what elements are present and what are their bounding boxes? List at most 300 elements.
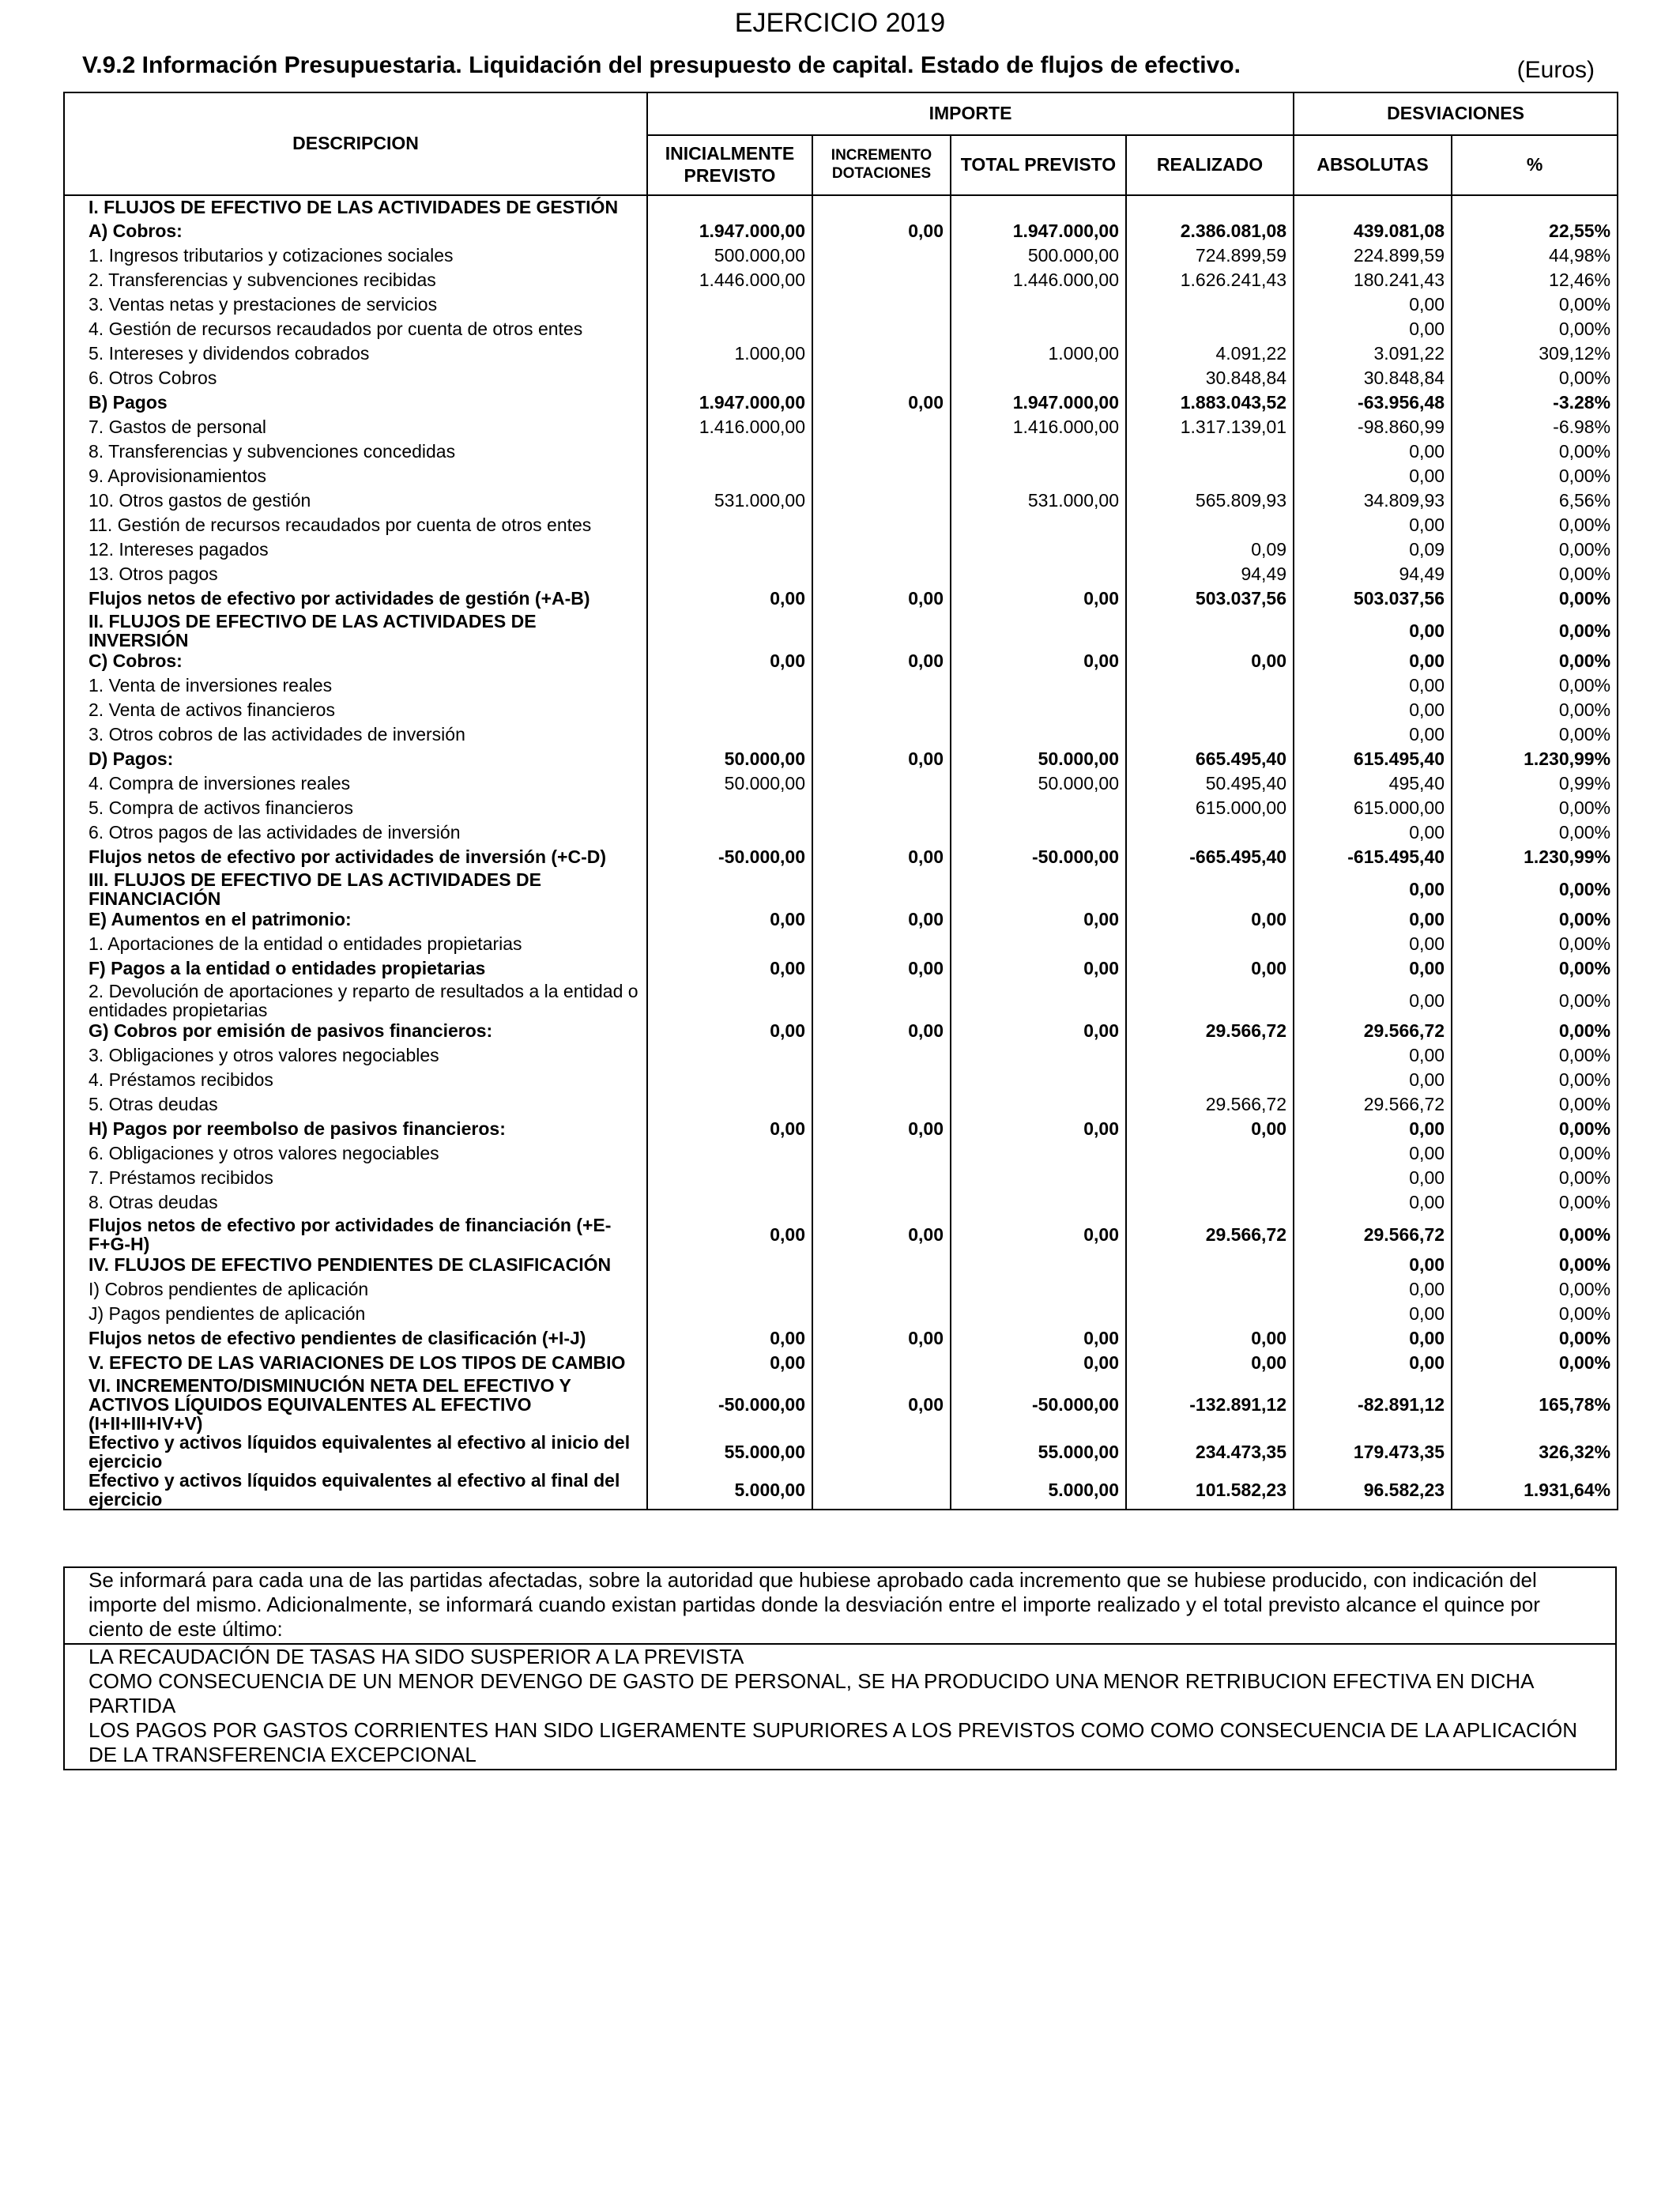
cell-c2 [812, 538, 951, 563]
cell-c1: 1.416.000,00 [647, 416, 812, 440]
cell-c4: 30.848,84 [1126, 367, 1294, 391]
table-row [64, 1191, 1618, 1216]
cell-c6: 0,00% [1452, 797, 1618, 821]
cell-c1: 50.000,00 [647, 748, 812, 772]
table-row [64, 612, 1618, 650]
table-row [64, 1253, 1618, 1278]
cell-c2: 0,00 [812, 748, 951, 772]
cell-c4 [1126, 318, 1294, 342]
cell-c2: 0,00 [812, 587, 951, 612]
row-description: 1. Venta de inversiones reales [64, 674, 647, 699]
cell-c3: 0,00 [951, 587, 1126, 612]
row-description: 2. Venta de activos financieros [64, 699, 647, 723]
cell-c4: 0,00 [1126, 1351, 1294, 1376]
cell-c6: 0,00% [1452, 1020, 1618, 1044]
table-row [64, 1471, 1618, 1510]
cell-c2 [812, 982, 951, 1020]
cell-c1: -50.000,00 [647, 1376, 812, 1433]
cell-c6: 309,12% [1452, 342, 1618, 367]
cell-c3 [951, 1302, 1126, 1327]
row-description: 6. Obligaciones y otros valores negociables [64, 1142, 647, 1167]
cell-c2: 0,00 [812, 391, 951, 416]
row-description: Efectivo y activos líquidos equivalentes al efectivo al final del ejercicio [64, 1471, 647, 1510]
cell-c3 [951, 870, 1126, 908]
cell-c2 [812, 612, 951, 650]
table-row [64, 846, 1618, 870]
cell-c4 [1126, 465, 1294, 489]
cell-c6: 12,46% [1452, 269, 1618, 293]
cell-c5: 224.899,59 [1294, 244, 1452, 269]
cell-c2 [812, 1302, 951, 1327]
cell-c3: 5.000,00 [951, 1471, 1126, 1510]
cell-c6: 0,00% [1452, 870, 1618, 908]
row-description: 11. Gestión de recursos recaudados por cuenta de otros entes [64, 514, 647, 538]
cell-c6 [1452, 195, 1618, 220]
table-row [64, 538, 1618, 563]
cell-c6: -6.98% [1452, 416, 1618, 440]
row-description: 13. Otros pagos [64, 563, 647, 587]
cell-c3: -50.000,00 [951, 846, 1126, 870]
cell-c4: 94,49 [1126, 563, 1294, 587]
cell-c5 [1294, 195, 1452, 220]
cell-c5: 180.241,43 [1294, 269, 1452, 293]
table-row [64, 465, 1618, 489]
table-row [64, 1433, 1618, 1471]
table-row [64, 1044, 1618, 1069]
cell-c3 [951, 293, 1126, 318]
table-row [64, 195, 1618, 220]
table-row [64, 650, 1618, 674]
row-description: 1. Aportaciones de la entidad o entidades propietarias [64, 933, 647, 957]
cell-c6: 0,00% [1452, 440, 1618, 465]
row-description: IV. FLUJOS DE EFECTIVO PENDIENTES DE CLASIFICACIÓN [64, 1253, 647, 1278]
cell-c5: 34.809,93 [1294, 489, 1452, 514]
cell-c4 [1126, 514, 1294, 538]
cell-c2 [812, 293, 951, 318]
cell-c6: -3.28% [1452, 391, 1618, 416]
table-row [64, 244, 1618, 269]
cell-c3: 50.000,00 [951, 748, 1126, 772]
cell-c5: 0,00 [1294, 1118, 1452, 1142]
cell-c1: 0,00 [647, 908, 812, 933]
cell-c5: 0,00 [1294, 465, 1452, 489]
cell-c2: 0,00 [812, 1327, 951, 1351]
cell-c5: 0,00 [1294, 821, 1452, 846]
cell-c6: 22,55% [1452, 220, 1618, 244]
cell-c1 [647, 318, 812, 342]
cell-c4 [1126, 1167, 1294, 1191]
cell-c5: 0,00 [1294, 1191, 1452, 1216]
col-header-desviaciones: DESVIACIONES [1294, 92, 1618, 135]
row-description: C) Cobros: [64, 650, 647, 674]
cell-c4: 0,00 [1126, 908, 1294, 933]
table-row [64, 367, 1618, 391]
cell-c1: 1.000,00 [647, 342, 812, 367]
row-description: 2. Transferencias y subvenciones recibidas [64, 269, 647, 293]
cell-c6: 0,00% [1452, 821, 1618, 846]
row-description: 9. Aprovisionamientos [64, 465, 647, 489]
table-row [64, 908, 1618, 933]
cell-c5: -63.956,48 [1294, 391, 1452, 416]
cell-c6: 0,00% [1452, 318, 1618, 342]
cell-c5: 0,00 [1294, 293, 1452, 318]
cell-c1: 5.000,00 [647, 1471, 812, 1510]
cell-c5: 0,00 [1294, 933, 1452, 957]
table-row [64, 293, 1618, 318]
cell-c3 [951, 1278, 1126, 1302]
cell-c3 [951, 514, 1126, 538]
cell-c1 [647, 1253, 812, 1278]
table-row [64, 489, 1618, 514]
cell-c6: 0,00% [1452, 674, 1618, 699]
cell-c1: 0,00 [647, 587, 812, 612]
cell-c1 [647, 1167, 812, 1191]
table-row [64, 587, 1618, 612]
cell-c1: 0,00 [647, 957, 812, 982]
cell-c4: 1.883.043,52 [1126, 391, 1294, 416]
table-row [64, 1351, 1618, 1376]
cell-c1 [647, 612, 812, 650]
row-description: 4. Préstamos recibidos [64, 1069, 647, 1093]
cell-c4: 503.037,56 [1126, 587, 1294, 612]
cell-c1: 1.947.000,00 [647, 391, 812, 416]
cell-c4: 0,00 [1126, 1327, 1294, 1351]
cell-c2 [812, 1433, 951, 1471]
cell-c3 [951, 1167, 1126, 1191]
row-description: 4. Gestión de recursos recaudados por cuenta de otros entes [64, 318, 647, 342]
cell-c5: 615.000,00 [1294, 797, 1452, 821]
col-header-realizado: REALIZADO [1126, 135, 1294, 195]
col-header-inicialmente-previsto: INICIALMENTE PREVISTO [647, 135, 812, 195]
cell-c3: 0,00 [951, 1118, 1126, 1142]
cell-c5: 29.566,72 [1294, 1093, 1452, 1118]
cell-c5: 179.473,35 [1294, 1433, 1452, 1471]
cell-c4: 234.473,35 [1126, 1433, 1294, 1471]
cell-c3: 0,00 [951, 1216, 1126, 1253]
col-header-porcentaje: % [1452, 135, 1618, 195]
cell-c1: 500.000,00 [647, 244, 812, 269]
cell-c3 [951, 318, 1126, 342]
cell-c3: 0,00 [951, 957, 1126, 982]
cell-c6: 0,00% [1452, 514, 1618, 538]
row-description: D) Pagos: [64, 748, 647, 772]
cell-c2 [812, 870, 951, 908]
cell-c4: 665.495,40 [1126, 748, 1294, 772]
observation-line: COMO CONSECUENCIA DE UN MENOR DEVENGO DE GASTO DE PERSONAL, SE HA PRODUCIDO UNA MENOR RETRIBUCION EFECTIVA EN DICHA PARTIDA [89, 1669, 1533, 1717]
cell-c4 [1126, 195, 1294, 220]
cell-c3 [951, 723, 1126, 748]
cell-c3: 55.000,00 [951, 1433, 1126, 1471]
cell-c6: 0,00% [1452, 1069, 1618, 1093]
cell-c1 [647, 933, 812, 957]
cell-c3 [951, 797, 1126, 821]
observation-line: LOS PAGOS POR GASTOS CORRIENTES HAN SIDO LIGERAMENTE SUPURIORES A LOS PREVISTOS COMO COMO CONSECUENCIA DE LA APLICACIÓN DE LA TRANSFERENCIA EXCEPCIONAL [89, 1718, 1577, 1766]
cell-c5: 0,00 [1294, 1302, 1452, 1327]
cell-c3 [951, 195, 1126, 220]
cell-c5: 0,00 [1294, 1278, 1452, 1302]
cell-c6: 1.230,99% [1452, 846, 1618, 870]
cell-c4: 2.386.081,08 [1126, 220, 1294, 244]
table-row [64, 821, 1618, 846]
observation-line: LA RECAUDACIÓN DE TASAS HA SIDO SUSPERIOR A LA PREVISTA [89, 1645, 744, 1668]
cell-c6: 0,00% [1452, 1142, 1618, 1167]
page-title: EJERCICIO 2019 [734, 8, 946, 38]
cell-c4 [1126, 1069, 1294, 1093]
cell-c4: 724.899,59 [1126, 244, 1294, 269]
cell-c4: -665.495,40 [1126, 846, 1294, 870]
cell-c4: 0,00 [1126, 1118, 1294, 1142]
cell-c4: -132.891,12 [1126, 1376, 1294, 1433]
cell-c6: 326,32% [1452, 1433, 1618, 1471]
cell-c5: 0,00 [1294, 674, 1452, 699]
cell-c3: 0,00 [951, 650, 1126, 674]
cell-c3 [951, 1069, 1126, 1093]
cell-c5: 30.848,84 [1294, 367, 1452, 391]
row-description: III. FLUJOS DE EFECTIVO DE LAS ACTIVIDADES DE FINANCIACIÓN [64, 870, 647, 908]
cell-c3 [951, 563, 1126, 587]
cell-c2: 0,00 [812, 1118, 951, 1142]
cell-c2: 0,00 [812, 957, 951, 982]
row-description: 3. Obligaciones y otros valores negociables [64, 1044, 647, 1069]
cell-c1: 1.947.000,00 [647, 220, 812, 244]
row-description: 6. Otros pagos de las actividades de inversión [64, 821, 647, 846]
cell-c3: -50.000,00 [951, 1376, 1126, 1433]
cell-c5: 0,00 [1294, 440, 1452, 465]
cell-c2 [812, 772, 951, 797]
cell-c4: 29.566,72 [1126, 1093, 1294, 1118]
cell-c4 [1126, 1142, 1294, 1167]
cell-c6: 0,00% [1452, 1327, 1618, 1351]
table-row [64, 416, 1618, 440]
cell-c4 [1126, 870, 1294, 908]
cell-c3 [951, 1093, 1126, 1118]
cell-c1 [647, 1191, 812, 1216]
row-description: I) Cobros pendientes de aplicación [64, 1278, 647, 1302]
row-description: 8. Transferencias y subvenciones concedidas [64, 440, 647, 465]
cell-c5: 0,00 [1294, 1253, 1452, 1278]
cell-c5: 0,09 [1294, 538, 1452, 563]
cell-c6: 1.230,99% [1452, 748, 1618, 772]
cell-c3: 0,00 [951, 1020, 1126, 1044]
row-description: 7. Gastos de personal [64, 416, 647, 440]
notes-observations [65, 1645, 1615, 1769]
table-row [64, 870, 1618, 908]
table-row [64, 723, 1618, 748]
row-description: 2. Devolución de aportaciones y reparto de resultados a la entidad o entidades propietarias [64, 982, 647, 1020]
cell-c4 [1126, 1191, 1294, 1216]
cell-c1: 0,00 [647, 1216, 812, 1253]
cell-c6: 0,00% [1452, 1216, 1618, 1253]
cell-c6: 0,99% [1452, 772, 1618, 797]
cell-c4: 1.317.139,01 [1126, 416, 1294, 440]
cell-c6: 0,00% [1452, 982, 1618, 1020]
table-row [64, 748, 1618, 772]
cell-c3 [951, 367, 1126, 391]
table-row [64, 391, 1618, 416]
cell-c6: 0,00% [1452, 538, 1618, 563]
cell-c1 [647, 821, 812, 846]
cell-c3: 1.947.000,00 [951, 220, 1126, 244]
cell-c4 [1126, 440, 1294, 465]
table-row [64, 269, 1618, 293]
row-description: I. FLUJOS DE EFECTIVO DE LAS ACTIVIDADES DE GESTIÓN [64, 195, 647, 220]
cell-c6: 0,00% [1452, 587, 1618, 612]
cell-c3: 0,00 [951, 1327, 1126, 1351]
row-description: J) Pagos pendientes de aplicación [64, 1302, 647, 1327]
cell-c2 [812, 723, 951, 748]
cell-c1: -50.000,00 [647, 846, 812, 870]
row-description: 3. Ventas netas y prestaciones de servicios [64, 293, 647, 318]
row-description: 10. Otros gastos de gestión [64, 489, 647, 514]
table-row [64, 220, 1618, 244]
cell-c1: 55.000,00 [647, 1433, 812, 1471]
cell-c2 [812, 489, 951, 514]
cell-c2 [812, 1471, 951, 1510]
cell-c2 [812, 367, 951, 391]
cell-c5: 0,00 [1294, 1167, 1452, 1191]
cell-c5: 0,00 [1294, 1351, 1452, 1376]
table-row [64, 1069, 1618, 1093]
cell-c3 [951, 1044, 1126, 1069]
cell-c6: 0,00% [1452, 1278, 1618, 1302]
cell-c3 [951, 440, 1126, 465]
cell-c1 [647, 538, 812, 563]
cell-c2 [812, 563, 951, 587]
cell-c3 [951, 612, 1126, 650]
cell-c4 [1126, 674, 1294, 699]
cell-c1 [647, 440, 812, 465]
table-row [64, 1167, 1618, 1191]
row-description: V. EFECTO DE LAS VARIACIONES DE LOS TIPOS DE CAMBIO [64, 1351, 647, 1376]
cell-c6: 0,00% [1452, 957, 1618, 982]
cell-c5: 0,00 [1294, 1044, 1452, 1069]
cell-c5: 0,00 [1294, 612, 1452, 650]
cell-c1 [647, 1093, 812, 1118]
cell-c5: 29.566,72 [1294, 1020, 1452, 1044]
cell-c1 [647, 514, 812, 538]
cell-c6: 1.931,64% [1452, 1471, 1618, 1510]
cell-c3: 1.000,00 [951, 342, 1126, 367]
cell-c6: 0,00% [1452, 1118, 1618, 1142]
row-description: 8. Otras deudas [64, 1191, 647, 1216]
cell-c6: 0,00% [1452, 1302, 1618, 1327]
row-description: Flujos netos de efectivo por actividades de financiación (+E-F+G-H) [64, 1216, 647, 1253]
table-row [64, 933, 1618, 957]
cell-c2 [812, 797, 951, 821]
cell-c6: 44,98% [1452, 244, 1618, 269]
cell-c2 [812, 416, 951, 440]
cell-c5: 615.495,40 [1294, 748, 1452, 772]
cell-c5: 495,40 [1294, 772, 1452, 797]
cell-c5: 0,00 [1294, 514, 1452, 538]
cell-c4 [1126, 821, 1294, 846]
cell-c6: 0,00% [1452, 563, 1618, 587]
table-row [64, 1216, 1618, 1253]
cell-c2: 0,00 [812, 1216, 951, 1253]
cell-c6: 6,56% [1452, 489, 1618, 514]
cell-c2 [812, 1044, 951, 1069]
cell-c3: 500.000,00 [951, 244, 1126, 269]
cell-c2 [812, 1351, 951, 1376]
row-description: Flujos netos de efectivo pendientes de clasificación (+I-J) [64, 1327, 647, 1351]
cell-c2: 0,00 [812, 650, 951, 674]
cell-c1: 0,00 [647, 1351, 812, 1376]
cell-c4 [1126, 1253, 1294, 1278]
cell-c4: 29.566,72 [1126, 1216, 1294, 1253]
row-description: Flujos netos de efectivo por actividades de gestión (+A-B) [64, 587, 647, 612]
cell-c5: 0,00 [1294, 650, 1452, 674]
table-row [64, 342, 1618, 367]
cell-c5: 0,00 [1294, 982, 1452, 1020]
cell-c5: 0,00 [1294, 1142, 1452, 1167]
cell-c3: 0,00 [951, 1351, 1126, 1376]
row-description: A) Cobros: [64, 220, 647, 244]
cell-c2 [812, 514, 951, 538]
cell-c1 [647, 699, 812, 723]
cell-c2 [812, 1278, 951, 1302]
cell-c3 [951, 982, 1126, 1020]
cell-c1: 0,00 [647, 650, 812, 674]
cell-c6: 0,00% [1452, 908, 1618, 933]
cell-c1 [647, 674, 812, 699]
cell-c2 [812, 195, 951, 220]
cell-c2 [812, 1167, 951, 1191]
table-row [64, 440, 1618, 465]
cell-c6: 165,78% [1452, 1376, 1618, 1433]
cell-c5: -98.860,99 [1294, 416, 1452, 440]
cell-c6: 0,00% [1452, 933, 1618, 957]
cell-c3 [951, 933, 1126, 957]
cell-c5: 94,49 [1294, 563, 1452, 587]
cell-c3: 1.416.000,00 [951, 416, 1126, 440]
cell-c5: 96.582,23 [1294, 1471, 1452, 1510]
cell-c5: -82.891,12 [1294, 1376, 1452, 1433]
col-header-descripcion: DESCRIPCION [64, 92, 647, 195]
cell-c5: -615.495,40 [1294, 846, 1452, 870]
cell-c2 [812, 342, 951, 367]
cell-c1 [647, 1069, 812, 1093]
cell-c6: 0,00% [1452, 293, 1618, 318]
cell-c5: 0,00 [1294, 908, 1452, 933]
cell-c1 [647, 563, 812, 587]
row-description: 4. Compra de inversiones reales [64, 772, 647, 797]
cell-c3: 1.947.000,00 [951, 391, 1126, 416]
cell-c3 [951, 1253, 1126, 1278]
cell-c3: 1.446.000,00 [951, 269, 1126, 293]
cell-c3 [951, 538, 1126, 563]
cell-c4 [1126, 1302, 1294, 1327]
cell-c6: 0,00% [1452, 1044, 1618, 1069]
table-row [64, 982, 1618, 1020]
cell-c4: 50.495,40 [1126, 772, 1294, 797]
cell-c6: 0,00% [1452, 723, 1618, 748]
cell-c6: 0,00% [1452, 1253, 1618, 1278]
row-description: 6. Otros Cobros [64, 367, 647, 391]
cell-c5: 0,00 [1294, 699, 1452, 723]
cell-c4 [1126, 293, 1294, 318]
cell-c5: 503.037,56 [1294, 587, 1452, 612]
cell-c6: 0,00% [1452, 367, 1618, 391]
cell-c2 [812, 1253, 951, 1278]
table-row [64, 318, 1618, 342]
table-row [64, 699, 1618, 723]
cell-c4: 1.626.241,43 [1126, 269, 1294, 293]
cell-c2 [812, 465, 951, 489]
row-description: 3. Otros cobros de las actividades de inversión [64, 723, 647, 748]
cell-c1 [647, 1278, 812, 1302]
table-body [64, 195, 1618, 1510]
cell-c5: 0,00 [1294, 318, 1452, 342]
